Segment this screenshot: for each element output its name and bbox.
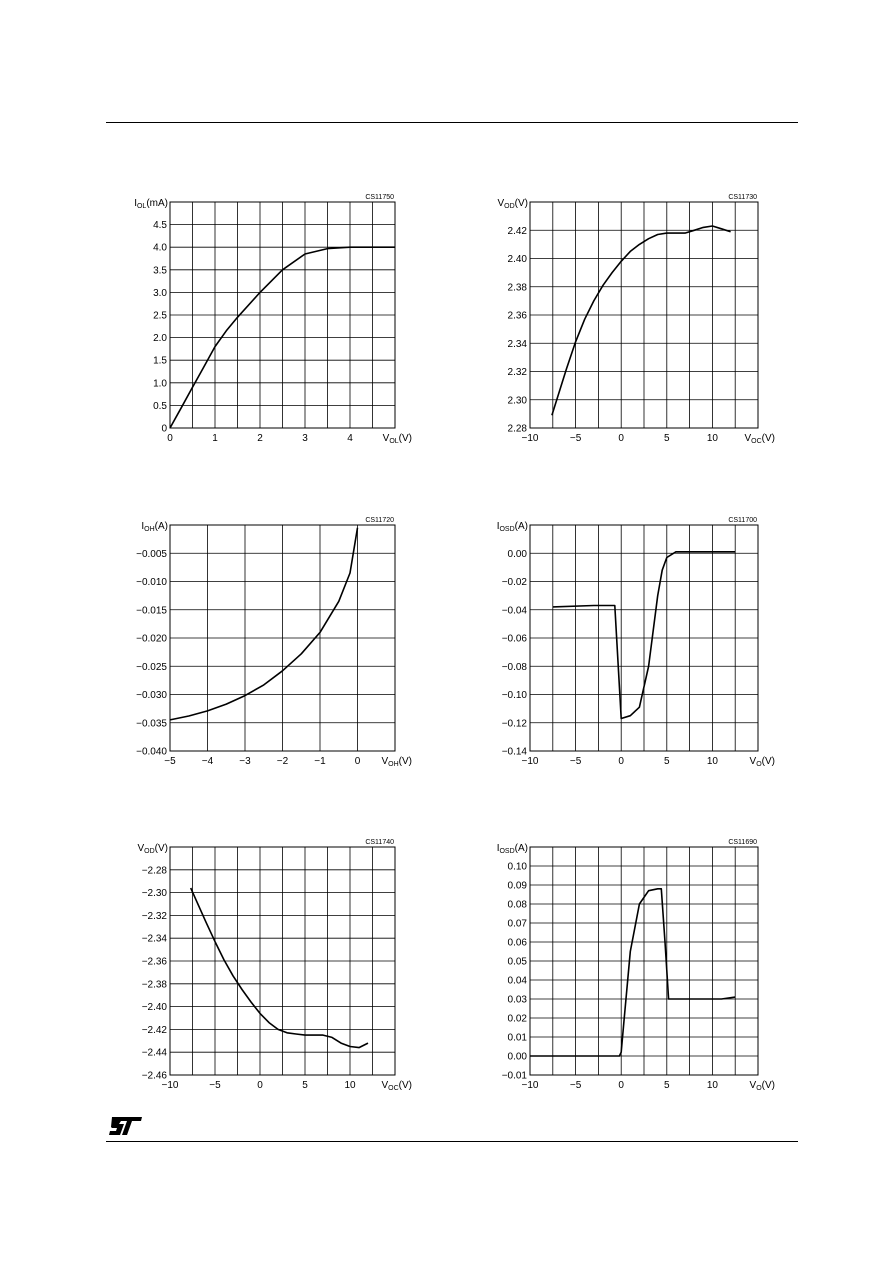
y-tick-label: 1.0 <box>153 378 167 390</box>
x-tick-label: −1 <box>314 756 326 767</box>
x-tick-label: 10 <box>706 1080 718 1091</box>
y-tick-label: 0.02 <box>507 1013 527 1025</box>
y-tick-label: −0.040 <box>136 746 167 758</box>
x-tick-label: 10 <box>706 433 718 444</box>
x-tick-label: 1 <box>212 433 218 444</box>
y-tick-label: 2.38 <box>507 282 527 294</box>
x-axis-label: $V_{OL}(V)$ <box>382 433 412 445</box>
x-tick-label: 2 <box>257 433 263 444</box>
y-tick-label: −2.36 <box>141 956 167 968</box>
x-tick-label: −5 <box>209 1080 221 1091</box>
y-axis-label: $I_{OH}(A)$ <box>141 521 168 533</box>
x-tick-label: −5 <box>569 756 582 767</box>
y-tick-label: 2.28 <box>507 423 527 435</box>
chart-vod-neg <box>137 839 412 1092</box>
y-tick-label: −2.38 <box>141 979 167 991</box>
x-axis-label: $V_{OC}(V)$ <box>381 1080 412 1092</box>
series-line <box>530 889 735 1056</box>
y-tick-label: −2.42 <box>141 1024 167 1036</box>
y-tick-label: −0.04 <box>501 605 527 617</box>
y-tick-label: −0.01 <box>501 1070 527 1082</box>
x-tick-label: −5 <box>164 756 176 767</box>
y-tick-label: 2.34 <box>507 338 527 350</box>
x-tick-label: 10 <box>344 1080 356 1091</box>
x-tick-label: 5 <box>664 433 670 444</box>
x-tick-label: −10 <box>521 433 539 444</box>
chart-iosd-pos <box>497 839 775 1092</box>
series-line <box>170 528 358 720</box>
x-tick-label: −4 <box>201 756 214 767</box>
chart-ioh <box>136 517 412 768</box>
y-tick-label: 0 <box>161 423 167 435</box>
x-tick-label: 0 <box>167 433 173 444</box>
x-tick-label: −3 <box>239 756 251 767</box>
chart-code: CS11720 <box>365 517 394 524</box>
y-tick-label: −2.32 <box>141 910 167 922</box>
y-tick-label: 0.00 <box>507 1051 527 1063</box>
y-axis-label: $I_{OL}(mA)$ <box>134 198 168 210</box>
x-tick-label: 0 <box>354 756 361 767</box>
y-axis-label: $V_{OD}(V)$ <box>497 198 528 210</box>
x-tick-label: 5 <box>664 756 670 767</box>
x-tick-label: −2 <box>276 756 289 767</box>
y-tick-label: 0.08 <box>507 899 527 911</box>
y-tick-label: −0.015 <box>136 605 167 617</box>
x-tick-label: 4 <box>347 433 353 444</box>
y-tick-label: 2.0 <box>153 333 167 345</box>
x-axis-label: $V_{OC}(V)$ <box>744 433 775 445</box>
x-axis-label: $V_O(V)$ <box>749 756 775 768</box>
y-tick-label: 4.0 <box>153 242 167 254</box>
x-tick-label: 0 <box>257 1080 263 1091</box>
x-tick-label: −10 <box>161 1080 179 1091</box>
y-tick-label: −0.14 <box>501 746 527 758</box>
chart-code: CS11700 <box>728 517 757 524</box>
x-tick-label: 5 <box>302 1080 308 1091</box>
chart-iosd-neg <box>497 517 775 768</box>
y-tick-label: −0.035 <box>136 718 167 730</box>
y-tick-label: 0.01 <box>507 1032 527 1044</box>
chart-code: CS11740 <box>365 839 394 846</box>
x-tick-label: 10 <box>706 756 718 767</box>
y-tick-label: 2.42 <box>507 225 527 237</box>
y-tick-label: 0.5 <box>153 400 167 412</box>
y-tick-label: 0.06 <box>507 937 527 949</box>
y-tick-label: 2.40 <box>507 254 527 265</box>
y-tick-label: −0.06 <box>501 633 527 645</box>
y-tick-label: −2.28 <box>141 865 167 877</box>
y-axis-label: $V_{OD}(V)$ <box>137 843 168 855</box>
y-tick-label: 4.5 <box>153 220 167 232</box>
y-tick-label: 0.03 <box>507 994 527 1006</box>
chart-code: CS11750 <box>365 194 394 201</box>
y-tick-label: −2.46 <box>141 1070 167 1082</box>
x-tick-label: 3 <box>302 433 308 444</box>
chart-code: CS11730 <box>728 194 757 201</box>
series-line <box>552 226 731 415</box>
y-tick-label: −2.34 <box>141 933 167 945</box>
x-tick-label: −5 <box>569 1080 582 1091</box>
y-tick-label: 0.07 <box>507 918 527 930</box>
y-tick-label: 2.30 <box>507 395 527 407</box>
x-tick-label: −10 <box>521 1080 539 1091</box>
y-tick-label: 2.5 <box>153 310 167 322</box>
y-tick-label: −0.12 <box>501 718 527 730</box>
y-axis-label: $I_{OSD}(A)$ <box>496 521 528 533</box>
x-axis-label: $V_O(V)$ <box>749 1080 775 1092</box>
y-tick-label: 0.05 <box>507 956 527 968</box>
y-tick-label: −0.10 <box>501 690 527 701</box>
x-axis-label: $V_{OH}(V)$ <box>381 756 412 768</box>
y-tick-label: −0.025 <box>136 661 167 673</box>
y-tick-label: 2.36 <box>507 310 527 322</box>
y-tick-label: −0.030 <box>136 690 167 701</box>
y-tick-label: −0.010 <box>136 577 167 588</box>
y-tick-label: 2.32 <box>507 367 527 378</box>
y-tick-label: 3.0 <box>153 287 167 299</box>
series-line <box>191 888 368 1048</box>
x-tick-label: 5 <box>664 1080 670 1091</box>
chart-vod-pos <box>497 194 775 445</box>
y-tick-label: 0.09 <box>507 880 527 892</box>
y-tick-label: 0.00 <box>507 548 527 560</box>
chart-code: CS11690 <box>728 839 757 846</box>
y-axis-label: $I_{OSD}(A)$ <box>496 843 528 855</box>
y-tick-label: 1.5 <box>153 355 167 367</box>
y-tick-label: −2.30 <box>141 888 167 900</box>
chart-iol <box>134 194 412 445</box>
y-tick-label: −2.40 <box>141 1002 167 1014</box>
y-tick-label: −0.08 <box>501 661 527 673</box>
y-tick-label: 0.04 <box>507 975 527 987</box>
y-tick-label: −0.02 <box>501 577 527 588</box>
x-tick-label: 0 <box>618 1080 624 1091</box>
x-tick-label: 0 <box>618 433 624 444</box>
y-tick-label: 0.10 <box>507 861 527 873</box>
x-tick-label: 0 <box>618 756 624 767</box>
y-tick-label: 3.5 <box>153 265 167 277</box>
y-tick-label: −0.005 <box>136 548 167 560</box>
y-tick-label: −0.020 <box>136 633 167 645</box>
st-logo-icon <box>108 1115 144 1137</box>
y-tick-label: −2.44 <box>141 1047 167 1059</box>
x-tick-label: −5 <box>569 433 582 444</box>
x-tick-label: −10 <box>521 756 539 767</box>
